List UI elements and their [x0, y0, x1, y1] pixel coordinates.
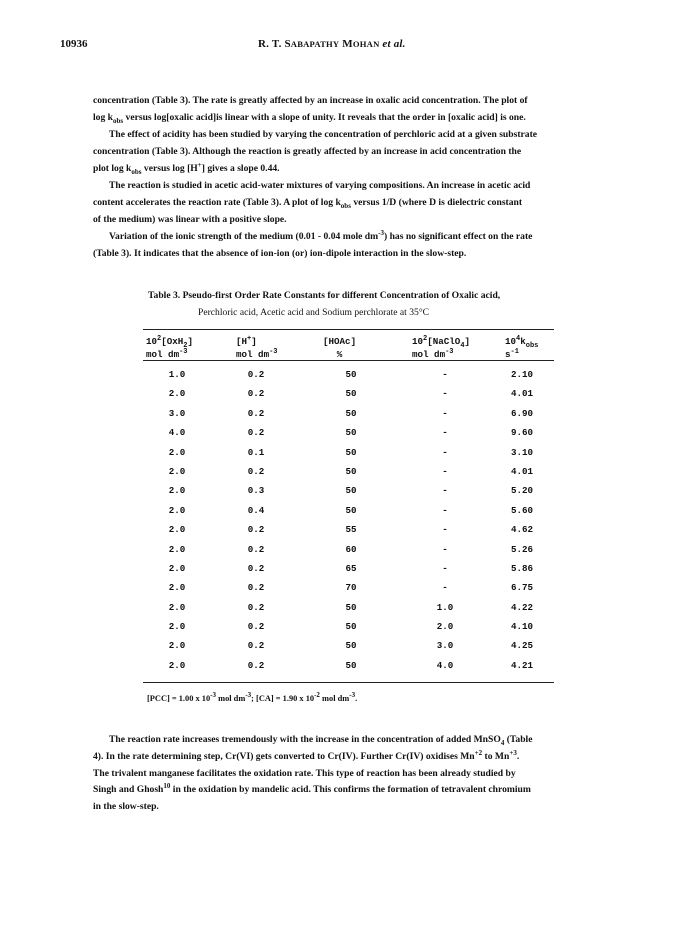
table-row [143, 544, 554, 563]
cell-oxalic: 2.0 [168, 504, 186, 516]
cell-oxalic: 2.0 [168, 601, 186, 613]
running-header-author: R. T. SABAPATHY MOHAN et al. [258, 38, 406, 50]
cell-naclo4: - [442, 524, 448, 536]
paragraph-mnso4: The reaction rate increases tremendously with the increase in the concentration of added MnSO$_4$ (Table 4). In the rate determining step, Cr(VI) gets converted to Cr(IV). Further Cr(IV) oxidises $Mn^{+2}$ to $Mn^{+3}$. The trivalent manganese facilitates the oxidation rate. This type of reaction has been already studied by Singh and Ghosh$^{10}$ in the oxidation by mandelic acid. This confirms the formation of tetravalent chromium in the slow-step. [93, 734, 533, 813]
cell-naclo4: - [442, 504, 448, 516]
cell-hoac: 50 [345, 621, 357, 633]
cell-oxalic: 2.0 [168, 582, 186, 594]
paragraph-acetic-acid: The reaction is studied in acetic acid-water mixtures of varying compositions. An increase in acetic acid content accelerates the reaction rate (Table 3). A plot of $\log k_{obs}$ versus 1/D (where D is dielectric constant of the medium) was linear with a positive slope. [93, 180, 531, 225]
cell-hoac: 55 [345, 524, 357, 536]
cell-oxalic: 1.0 [168, 369, 186, 380]
cell-hoac: 50 [345, 427, 357, 439]
cell-oxalic: 2.0 [168, 485, 186, 497]
cell-naclo4: - [442, 582, 448, 594]
cell-kobs: 5.20 [510, 485, 534, 497]
cell-naclo4: 2.0 [436, 621, 454, 633]
cell-kobs: 4.21 [510, 659, 534, 671]
cell-hoac: 50 [345, 601, 357, 613]
table-row [143, 621, 554, 640]
cell-h-plus: 0.2 [247, 369, 265, 380]
cell-h-plus: 0.2 [247, 659, 265, 671]
cell-naclo4: - [442, 427, 448, 439]
table-row [143, 369, 554, 388]
cell-oxalic: 2.0 [168, 659, 186, 671]
cell-hoac: 70 [345, 582, 357, 594]
table-row [143, 408, 554, 427]
cell-h-plus: 0.1 [247, 446, 265, 458]
cell-h-plus: 0.2 [247, 388, 265, 400]
table-footnote: [PCC] = 1.00 x $10^{-3}$ mol $dm^{-3}$; [CA] = 1.90 x $10^{-2}$ mol $dm^{-3}$. [147, 691, 358, 703]
table-body [143, 369, 554, 679]
table-row [143, 485, 554, 504]
cell-naclo4: 3.0 [436, 640, 454, 652]
cell-oxalic: 2.0 [168, 524, 186, 536]
cell-kobs: 5.86 [510, 562, 534, 574]
cell-hoac: 50 [345, 504, 357, 516]
cell-oxalic: 4.0 [168, 427, 186, 439]
cell-oxalic: 2.0 [168, 621, 186, 633]
table-row [143, 582, 554, 601]
table-caption-line2: Perchloric acid, Acetic acid and Sodium perchlorate at 35°C [198, 307, 430, 318]
cell-h-plus: 0.2 [247, 465, 265, 477]
cell-h-plus: 0.4 [247, 504, 265, 516]
cell-kobs: 4.62 [510, 524, 534, 536]
cell-hoac: 50 [345, 388, 357, 400]
cell-oxalic: 3.0 [168, 407, 186, 419]
cell-h-plus: 0.2 [247, 524, 265, 536]
paragraph-acidity: The effect of acidity has been studied by varying the concentration of perchloric acid at a given substrate concentration (Table 3). Although the reaction is greatly affected by an increase in acid concentration the plot $\log k_{obs}$ versus log [H+] gives a slope 0.44. [93, 129, 538, 176]
cell-oxalic: 2.0 [168, 562, 186, 574]
header-hoac: [HOAc] % [323, 336, 357, 360]
table-bottom-rule [143, 682, 554, 683]
cell-kobs: 2.10 [510, 369, 534, 380]
table-row [143, 660, 554, 679]
cell-naclo4: - [442, 543, 448, 555]
cell-hoac: 50 [345, 407, 357, 419]
cell-kobs: 6.75 [510, 582, 534, 594]
cell-hoac: 50 [345, 485, 357, 497]
header-h-plus: [H+] mol $dm^{-3}$ [236, 334, 278, 360]
cell-kobs: 4.01 [510, 465, 534, 477]
table-row [143, 563, 554, 582]
cell-h-plus: 0.2 [247, 640, 265, 652]
cell-oxalic: 2.0 [168, 446, 186, 458]
cell-h-plus: 0.2 [247, 601, 265, 613]
cell-naclo4: - [442, 446, 448, 458]
cell-h-plus: 0.2 [247, 407, 265, 419]
header-kobs: $10^4k_{obs}$ $s^{-1}$ [505, 334, 539, 360]
table-row [143, 447, 554, 466]
cell-kobs: 4.25 [510, 640, 534, 652]
page-number: 10936 [60, 38, 88, 50]
table-row [143, 524, 554, 543]
cell-oxalic: 2.0 [168, 388, 186, 400]
table-caption: Table 3. Pseudo-first Order Rate Constants for different Concentration of Oxalic acid, [148, 290, 501, 301]
cell-kobs: 5.26 [510, 543, 534, 555]
cell-h-plus: 0.2 [247, 562, 265, 574]
cell-oxalic: 2.0 [168, 543, 186, 555]
cell-kobs: 4.10 [510, 621, 534, 633]
cell-naclo4: - [442, 485, 448, 497]
cell-oxalic: 2.0 [168, 640, 186, 652]
cell-hoac: 60 [345, 543, 357, 555]
cell-naclo4: 4.0 [436, 659, 454, 671]
cell-h-plus: 0.3 [247, 485, 265, 497]
header-naclo4: $10^2[NaClO_4]$ mol $dm^{-3}$ [412, 334, 471, 360]
cell-h-plus: 0.2 [247, 427, 265, 439]
cell-naclo4: 1.0 [436, 601, 454, 613]
cell-hoac: 50 [345, 446, 357, 458]
header-oxalic: $10^2[OxH_2]$ mol $dm^{-3}$ [146, 334, 194, 360]
table-row [143, 466, 554, 485]
table-row [143, 640, 554, 659]
table-row [143, 505, 554, 524]
table-header-rule [143, 360, 554, 361]
cell-kobs: 4.22 [510, 601, 534, 613]
cell-naclo4: - [442, 465, 448, 477]
cell-h-plus: 0.2 [247, 543, 265, 555]
cell-hoac: 50 [345, 465, 357, 477]
table-top-rule [143, 329, 554, 330]
paragraph-oxalic-acid: concentration (Table 3). The rate is greatly affected by an increase in oxalic acid concentration. The plot of $\log k_{obs}$ versus log[oxalic acid]is linear with a slope of unity. It reveals that the order in [oxalic acid] is one. [93, 95, 528, 125]
cell-naclo4: - [442, 388, 448, 400]
cell-h-plus: 0.2 [247, 582, 265, 594]
cell-naclo4: - [442, 369, 448, 380]
cell-kobs: 4.01 [510, 388, 534, 400]
cell-naclo4: - [442, 407, 448, 419]
table-row [143, 602, 554, 621]
table-row [143, 427, 554, 446]
cell-kobs: 6.90 [510, 407, 534, 419]
cell-kobs: 5.60 [510, 504, 534, 516]
cell-naclo4: - [442, 562, 448, 574]
paragraph-ionic-strength: Variation of the ionic strength of the medium (0.01 - 0.04 mole $dm^{-3}$) has no significant effect on the rate (Table 3). It indicates that the absence of ion-ion (or) ion-dipole interaction in the slow-step. [93, 228, 533, 259]
cell-oxalic: 2.0 [168, 465, 186, 477]
cell-hoac: 50 [345, 640, 357, 652]
cell-h-plus: 0.2 [247, 621, 265, 633]
cell-hoac: 65 [345, 562, 357, 574]
cell-kobs: 9.60 [510, 427, 534, 439]
cell-hoac: 50 [345, 659, 357, 671]
table-row [143, 388, 554, 407]
cell-hoac: 50 [345, 369, 357, 380]
cell-kobs: 3.10 [510, 446, 534, 458]
